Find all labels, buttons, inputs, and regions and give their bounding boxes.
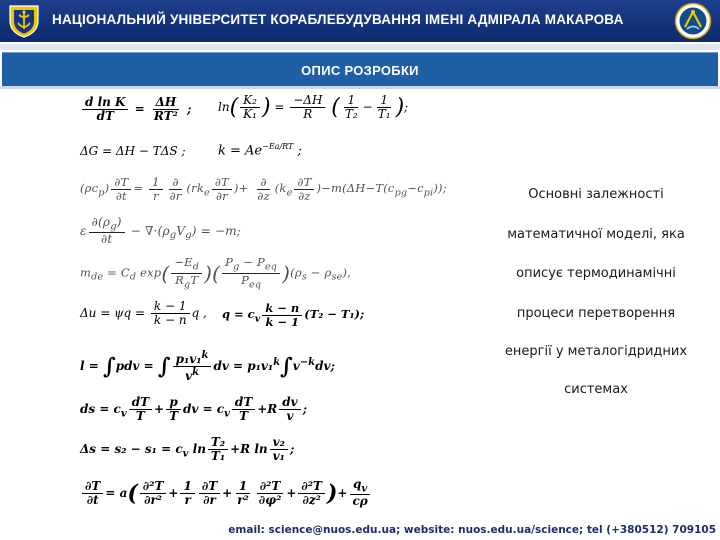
content-top-shade: [0, 86, 720, 89]
description-line-2: математичної моделі, яка: [507, 227, 685, 242]
header-title: НАЦІОНАЛЬНИЙ УНІВЕРСИТЕТ КОРАБЛЕБУДУВАННЯ ІМЕНІ АДМІРАЛА МАКАРОВА: [52, 12, 624, 27]
section-title: ОПИС РОЗРОБКИ: [301, 62, 419, 78]
description-line-4: процеси перетворення: [516, 306, 676, 321]
equation-vant-hoff-integrated: ln( $\frac{\text{K₂}}{\text{K₁}}$ ) = $\frac{-\Delta H}{R}$ ( $\frac{1}{\text{T₂}}$ − $\frac{1}{\text{T₁}}$ );: [218, 93, 409, 122]
header-divider: [0, 44, 720, 50]
equation-gibbs-energy: ΔG = ΔH − TΔS ;: [80, 144, 186, 158]
equation-polytropic-heat: $q = c_v$ $\frac{k - n}{k - 1}$ (T₂ − T₁);: [222, 301, 365, 329]
emblem-icon: [674, 2, 712, 40]
footer-contact: email: science@nuos.edu.ua; website: nuos.edu.ua/science; tel (+380512) 709105: [228, 524, 716, 536]
description-line-1: Основні залежності: [528, 187, 664, 202]
equation-entropy-differential: ds = $c_v$ $\frac{dT}{T}$ + $\frac{p}{T}$ dv = $c_v$ $\frac{dT}{T}$ +R $\frac{dv}{v}$ ;: [80, 395, 308, 424]
description-line-5: енергії у металогідридних: [504, 344, 688, 359]
equation-internal-energy: Δu = ψq = $\frac{k - 1}{k - n}$ q ,: [80, 299, 207, 328]
section-title-bar: [2, 52, 718, 87]
equation-heat-conduction: $\frac{\partial T}{\partial t}$ = a( $\frac{\text{∂²T}}{\text{∂r²}}$ + $\frac{1}{r}$ $\frac{\partial T}{\partial r}$ + $\frac{1}{\text{r²}}$ $\frac{\text{∂²T}}{\text{∂φ²}}$ + $\frac{\text{∂²T}}{\text{∂z²}}$ )+ $\frac{q_v}{c\rho}$: [80, 478, 373, 509]
equation-desorption-rate: $m_{de} = C_d$ exp( $\frac{-E_d}{R_gT}$ )( $\frac{P_g - P_{eq}}{P_{eq}}$ )$(\rho_s - \rho_{se})$,: [80, 255, 351, 291]
description-line-3: описує термодинамічні: [516, 266, 676, 281]
equation-continuity: ε $\frac{\partial(\rho_g)}{\partial t}$ − $\nabla\cdot(\rho_gV_g) = -m$;: [80, 215, 242, 247]
equation-polytropic-work: l = ∫pdv = ∫ $\frac{p_1v_1^k}{v^k}$ dv = $p_1v_1^k\int v^{-k}dv$;: [80, 350, 335, 384]
equation-entropy-change: $\Delta s = s_2 - s_1 = c_v$ ln $\frac{\text{T₂}}{\text{T₁}}$ +R ln $\frac{\text{v₂}}{\text{v₁}}$ ;: [80, 435, 295, 464]
content-area: [0, 86, 720, 516]
header-bar: [0, 0, 720, 42]
description-line-6: системах: [564, 382, 628, 397]
equation-vant-hoff-differential: $\frac{\text{d ln K}}{dT}$ = $\frac{\Delta H}{\text{RT²}}$ ;: [80, 96, 191, 123]
footer: [0, 520, 720, 540]
equation-arrhenius: $k = Ae^{-Ea/RT}$ ;: [218, 142, 302, 159]
equation-energy-balance: $(\rho c_p)$ $\frac{\partial T}{\partial t}$ = $\frac{1}{r}$ $\frac{\partial}{\partial r}$ ($rk_e$ $\frac{\partial T}{\partial r}$ )+ $\frac{\partial}{\partial z}$ ($k_e$ $\frac{\partial T}{\partial z}$ )$-m(\Delta H-T(c_{pg}-c_{pi}))$;: [80, 175, 447, 203]
university-crest-icon: [6, 3, 42, 39]
